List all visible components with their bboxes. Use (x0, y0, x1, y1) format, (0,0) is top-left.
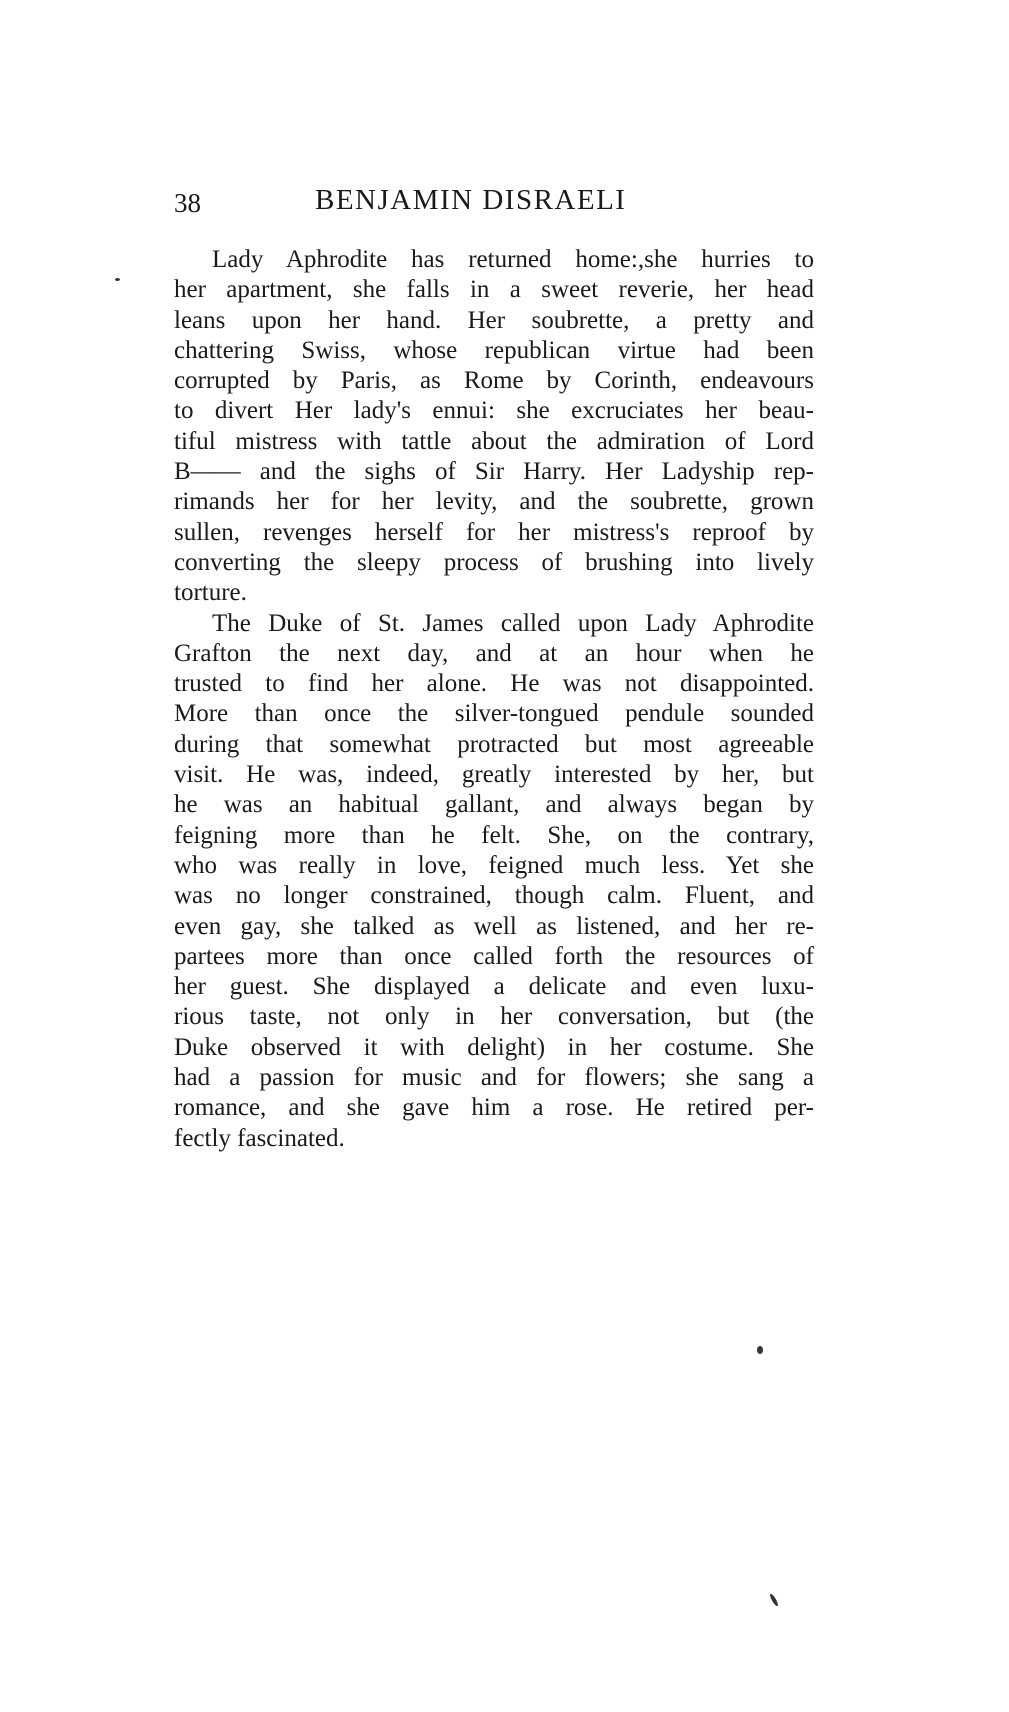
text-line: during that somewhat protracted but most agreeable (174, 730, 814, 758)
text-line: her guest. She displayed a delicate and even luxu- (174, 973, 814, 1001)
page-body (174, 245, 814, 1154)
text-line: who was really in love, feigned much less. Yet she (174, 851, 814, 879)
text-line: was no longer constrained, though calm. Fluent, and (174, 882, 814, 910)
running-title: BENJAMIN DISRAELI (315, 184, 627, 216)
text-line: corrupted by Paris, as Rome by Corinth, endeavours (174, 367, 814, 395)
text-line: visit. He was, indeed, greatly interested by her, but (174, 761, 814, 789)
text-line: romance, and she gave him a rose. He retired per- (174, 1094, 814, 1122)
text-line: he was an habitual gallant, and always began by (174, 791, 814, 819)
scan-speck (769, 1593, 779, 1607)
text-line: trusted to find her alone. He was not disappointed. (174, 670, 814, 698)
text-line: torture. (174, 579, 247, 607)
text-line: tiful mistress with tattle about the admiration of Lord (174, 427, 814, 455)
text-line: had a passion for music and for flowers; she sang a (174, 1064, 814, 1092)
text-line: rimands her for her levity, and the soubrette, grown (174, 488, 814, 516)
text-line: fectly fascinated. (174, 1124, 345, 1152)
text-line: Duke observed it with delight) in her costume. She (174, 1033, 814, 1061)
text-line: The Duke of St. James called upon Lady Aphrodite (212, 609, 814, 637)
text-line: rious taste, not only in her conversation, but (the (174, 1003, 814, 1031)
text-line: feigning more than he felt. She, on the contrary, (174, 821, 814, 849)
text-line: Lady Aphrodite has returned home:,she hurries to (212, 246, 814, 273)
text-line: her apartment, she falls in a sweet reverie, her head (174, 276, 814, 304)
text-line: converting the sleepy process of brushing into lively (174, 548, 814, 576)
text-line: even gay, she talked as well as listened, and her re- (174, 912, 814, 940)
text-line: More than once the silver-tongued pendule sounded (174, 700, 814, 728)
scan-speck (115, 278, 120, 281)
page-number: 38 (174, 188, 201, 218)
text-line: partees more than once called forth the resources of (174, 942, 814, 970)
text-line: B—— and the sighs of Sir Harry. Her Ladyship rep- (174, 458, 814, 486)
text-line: leans upon her hand. Her soubrette, a pretty and (174, 306, 814, 334)
text-line: Grafton the next day, and at an hour when he (174, 639, 814, 667)
scan-speck (757, 1346, 763, 1354)
text-line: to divert Her lady's ennui: she excruciates her beau- (174, 397, 814, 425)
text-line: chattering Swiss, whose republican virtue had been (174, 336, 814, 364)
text-line: sullen, revenges herself for her mistress's reproof by (174, 518, 814, 546)
